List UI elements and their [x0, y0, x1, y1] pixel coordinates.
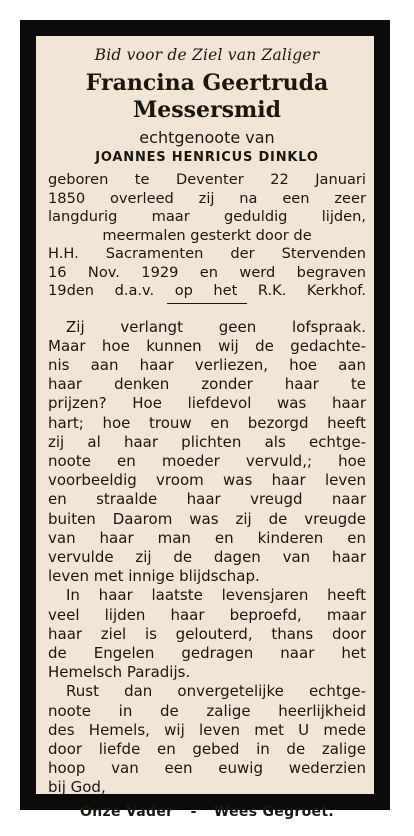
- memorial-card: [20, 20, 390, 820]
- intro-line: 19den d.a.v. op het R.K. Kerkhof.: [48, 282, 366, 299]
- body-text: [48, 318, 366, 798]
- body-line: door liefde en gebed in de zalige: [48, 739, 366, 758]
- body-line: In haar laatste levensjaren heeft: [66, 586, 366, 605]
- body-line: en straalde haar vreugd naar: [48, 490, 366, 509]
- body-line: nis aan haar verliezen, hoe aan: [48, 355, 366, 374]
- divider: [167, 303, 247, 304]
- deceased-name-line2: Messersmid: [132, 97, 282, 123]
- intro-line: langdurig maar geduldig lijden,: [48, 208, 366, 225]
- body-line: Rust dan onvergetelijke echtge-: [66, 682, 366, 701]
- body-line: vervulde zij de dagen van haar: [48, 547, 366, 566]
- body-line: Maar hoe kunnen wij de gedachte-: [48, 336, 366, 355]
- body-line: haar ziel is gelouterd, thans door: [48, 624, 366, 643]
- card-paper: [36, 36, 374, 820]
- body-line: zij al haar plichten als echtge-: [48, 432, 366, 451]
- spouse-label: echtgenoote van: [139, 128, 275, 147]
- intro-text: [48, 171, 366, 301]
- body-line: buiten Daarom was zij de vreugde: [48, 509, 366, 528]
- body-line: Hemelsch Paradijs.: [48, 663, 191, 682]
- intro-line: 1850 overleed zij na een zeer: [48, 189, 366, 207]
- card-header: Bid voor de Ziel van Zaliger: [94, 46, 320, 64]
- body-line: bij God,: [48, 778, 106, 797]
- intro-line: 16 Nov. 1929 en werd begraven: [48, 263, 366, 281]
- body-line: voorbeeldig vroom was haar leven: [48, 471, 366, 490]
- body-line: van haar man en kinderen en: [48, 528, 366, 547]
- body-line: prijzen? Hoe liefdevol was haar: [48, 394, 366, 413]
- intro-line: H.H. Sacramenten der Stervenden: [48, 245, 366, 262]
- closing-prayers: [48, 804, 366, 820]
- prayer-separator: -: [190, 803, 197, 820]
- body-line: hart; hoe trouw en bezorgd heeft: [48, 413, 366, 432]
- intro-line: meermalen gesterkt door de: [102, 226, 312, 244]
- body-line: hoop van een euwig wederzien: [48, 759, 366, 778]
- body-line: noote in de zalige heerlijkheid: [48, 701, 366, 720]
- deceased-name-line1: Francina Geertruda: [85, 70, 329, 96]
- intro-line: geboren te Deventer 22 Januari: [48, 171, 366, 188]
- body-line: leven met innige blijdschap.: [48, 567, 260, 586]
- spouse-name: JOANNES HENRICUS DINKLO: [95, 150, 319, 165]
- body-line: Zij verlangt geen lofspraak.: [66, 317, 366, 336]
- body-line: veel lijden haar beproefd, maar: [48, 605, 366, 624]
- prayer-our-father: Onze Vader: [80, 803, 174, 820]
- body-line: noote en moeder vervuld,; hoe: [48, 451, 366, 470]
- body-line: haar denken zonder haar te: [48, 375, 366, 394]
- body-line: de Engelen gedragen naar het: [48, 643, 366, 662]
- body-line: des Hemels, wij leven met U mede: [48, 720, 366, 739]
- prayer-hail-mary: Wees Gegroet.: [213, 803, 334, 820]
